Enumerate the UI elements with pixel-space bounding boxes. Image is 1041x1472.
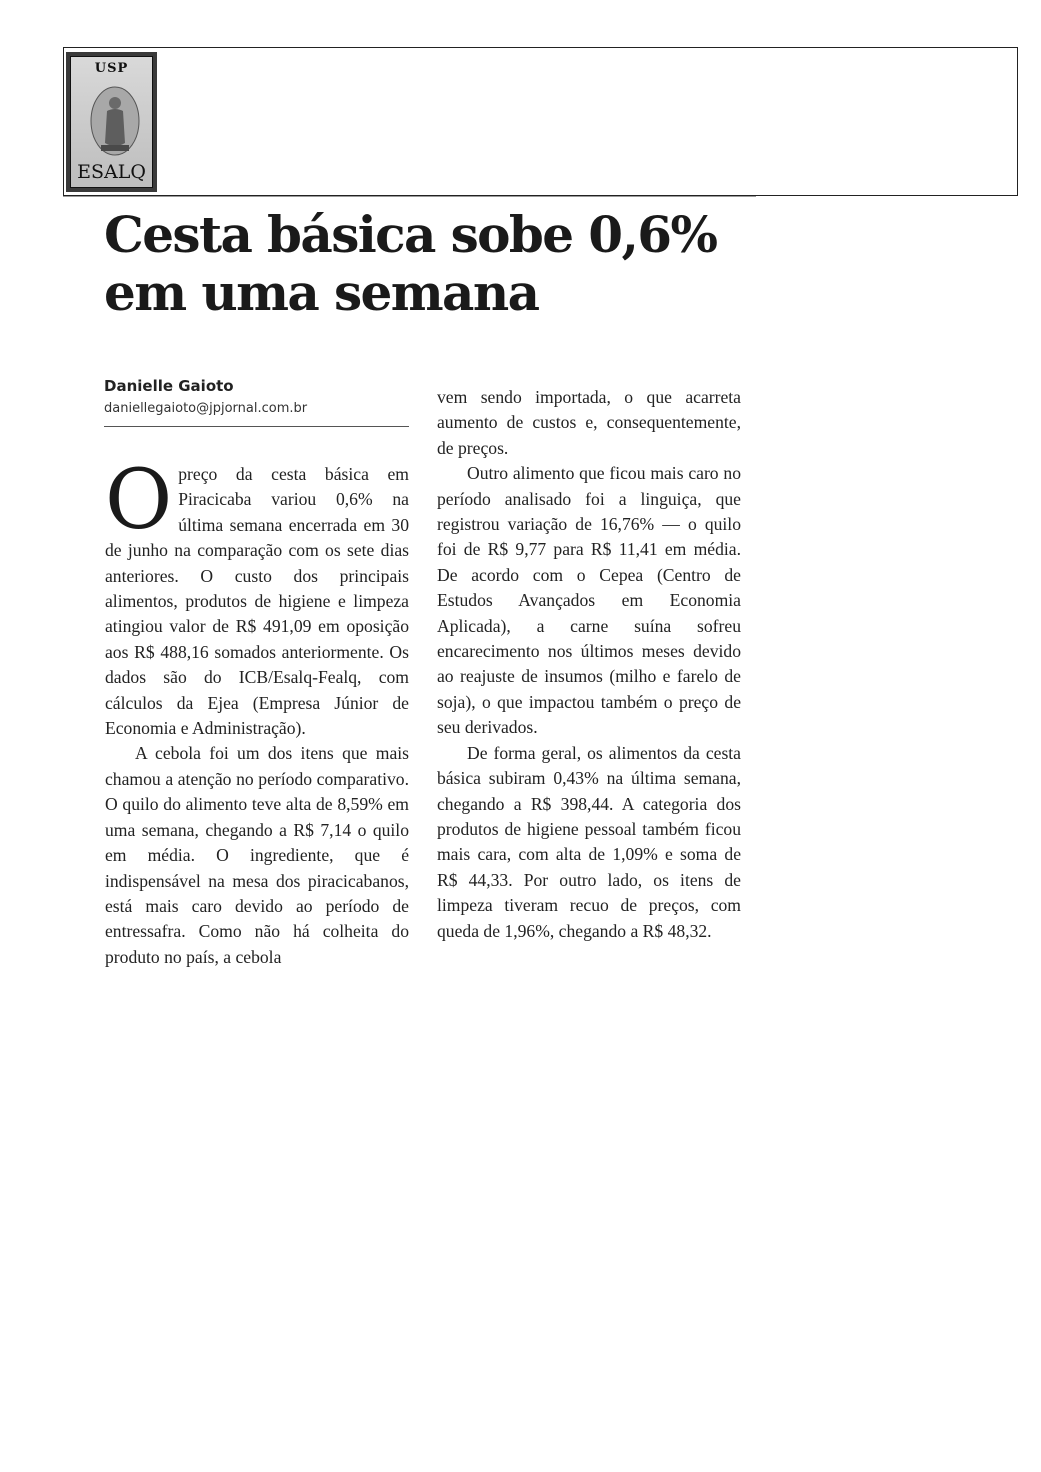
byline-divider (104, 426, 409, 427)
paragraph-2-continued: vem sendo importada, o que acarreta aumento de custos e, consequentemente, de preços. (437, 387, 741, 458)
article-column-left (105, 453, 409, 970)
statue-icon (89, 83, 141, 159)
paragraph-3: Outro alimento que ficou mais caro no período analisado foi a linguiça, que registrou variação de 16,76% — o quilo foi de R$ 9,77 para R$ 11,41 em média. De acordo com o Cepea (Centro de Estudos Avançados em Economia Aplicada), a carne suína sofreu encarecimento nos últimos meses devido ao reajuste de insumos (milho e farelo de soja), o que impactou também o preço de seu derivados. (437, 463, 741, 738)
header-divider (63, 196, 756, 197)
header-frame (63, 47, 1018, 196)
author-name: Danielle Gaioto (104, 377, 234, 395)
logo-plate (70, 56, 153, 188)
article-column-right (437, 385, 741, 944)
article-headline: Cesta básica sobe 0,6% em uma semana (104, 205, 717, 322)
logo-esalq-text: ESALQ (77, 161, 146, 183)
drop-cap: O (105, 453, 173, 548)
paragraph-4: De forma geral, os alimentos da cesta básica subiram 0,43% na última semana, chegando a R$ 398,44. A categoria dos produtos de higiene pessoal também ficou mais cara, com alta de 1,09% e soma de R$ 44,33. Por outro lado, os itens de limpeza tiveram recuo de preços, com queda de 1,96%, chegando a R$ 48,32. (437, 742, 741, 941)
author-email: daniellegaioto@jpjornal.com.br (104, 401, 308, 416)
paragraph-1-text: preço da cesta básica em Piracicaba variou 0,6% na última semana encerrada em 30 de junho na comparação com os sete dias anteriores. O custo dos principais alimentos, produtos de higiene e limpeza atingiou valor de R$ 491,09 em oposição aos R$ 488,16 somados anteriormente. Os dados são do ICB/Esalq-Fealq, com cálculos da Ejea (Empresa Júnior de Economia e Administração). (105, 464, 409, 739)
paragraph-1 (105, 453, 409, 741)
esalq-logo (66, 52, 157, 192)
paragraph-2: A cebola foi um dos itens que mais chamou a atenção no período comparativo. O quilo do alimento teve alta de 8,59% em uma semana, chegando a R$ 7,14 o quilo em média. O ingrediente, que é indispensável na mesa dos piracicabanos, está mais caro devido ao período de entressafra. Como não há colheita do produto no país, a cebola (105, 743, 409, 967)
logo-usp-text: USP (94, 61, 129, 76)
